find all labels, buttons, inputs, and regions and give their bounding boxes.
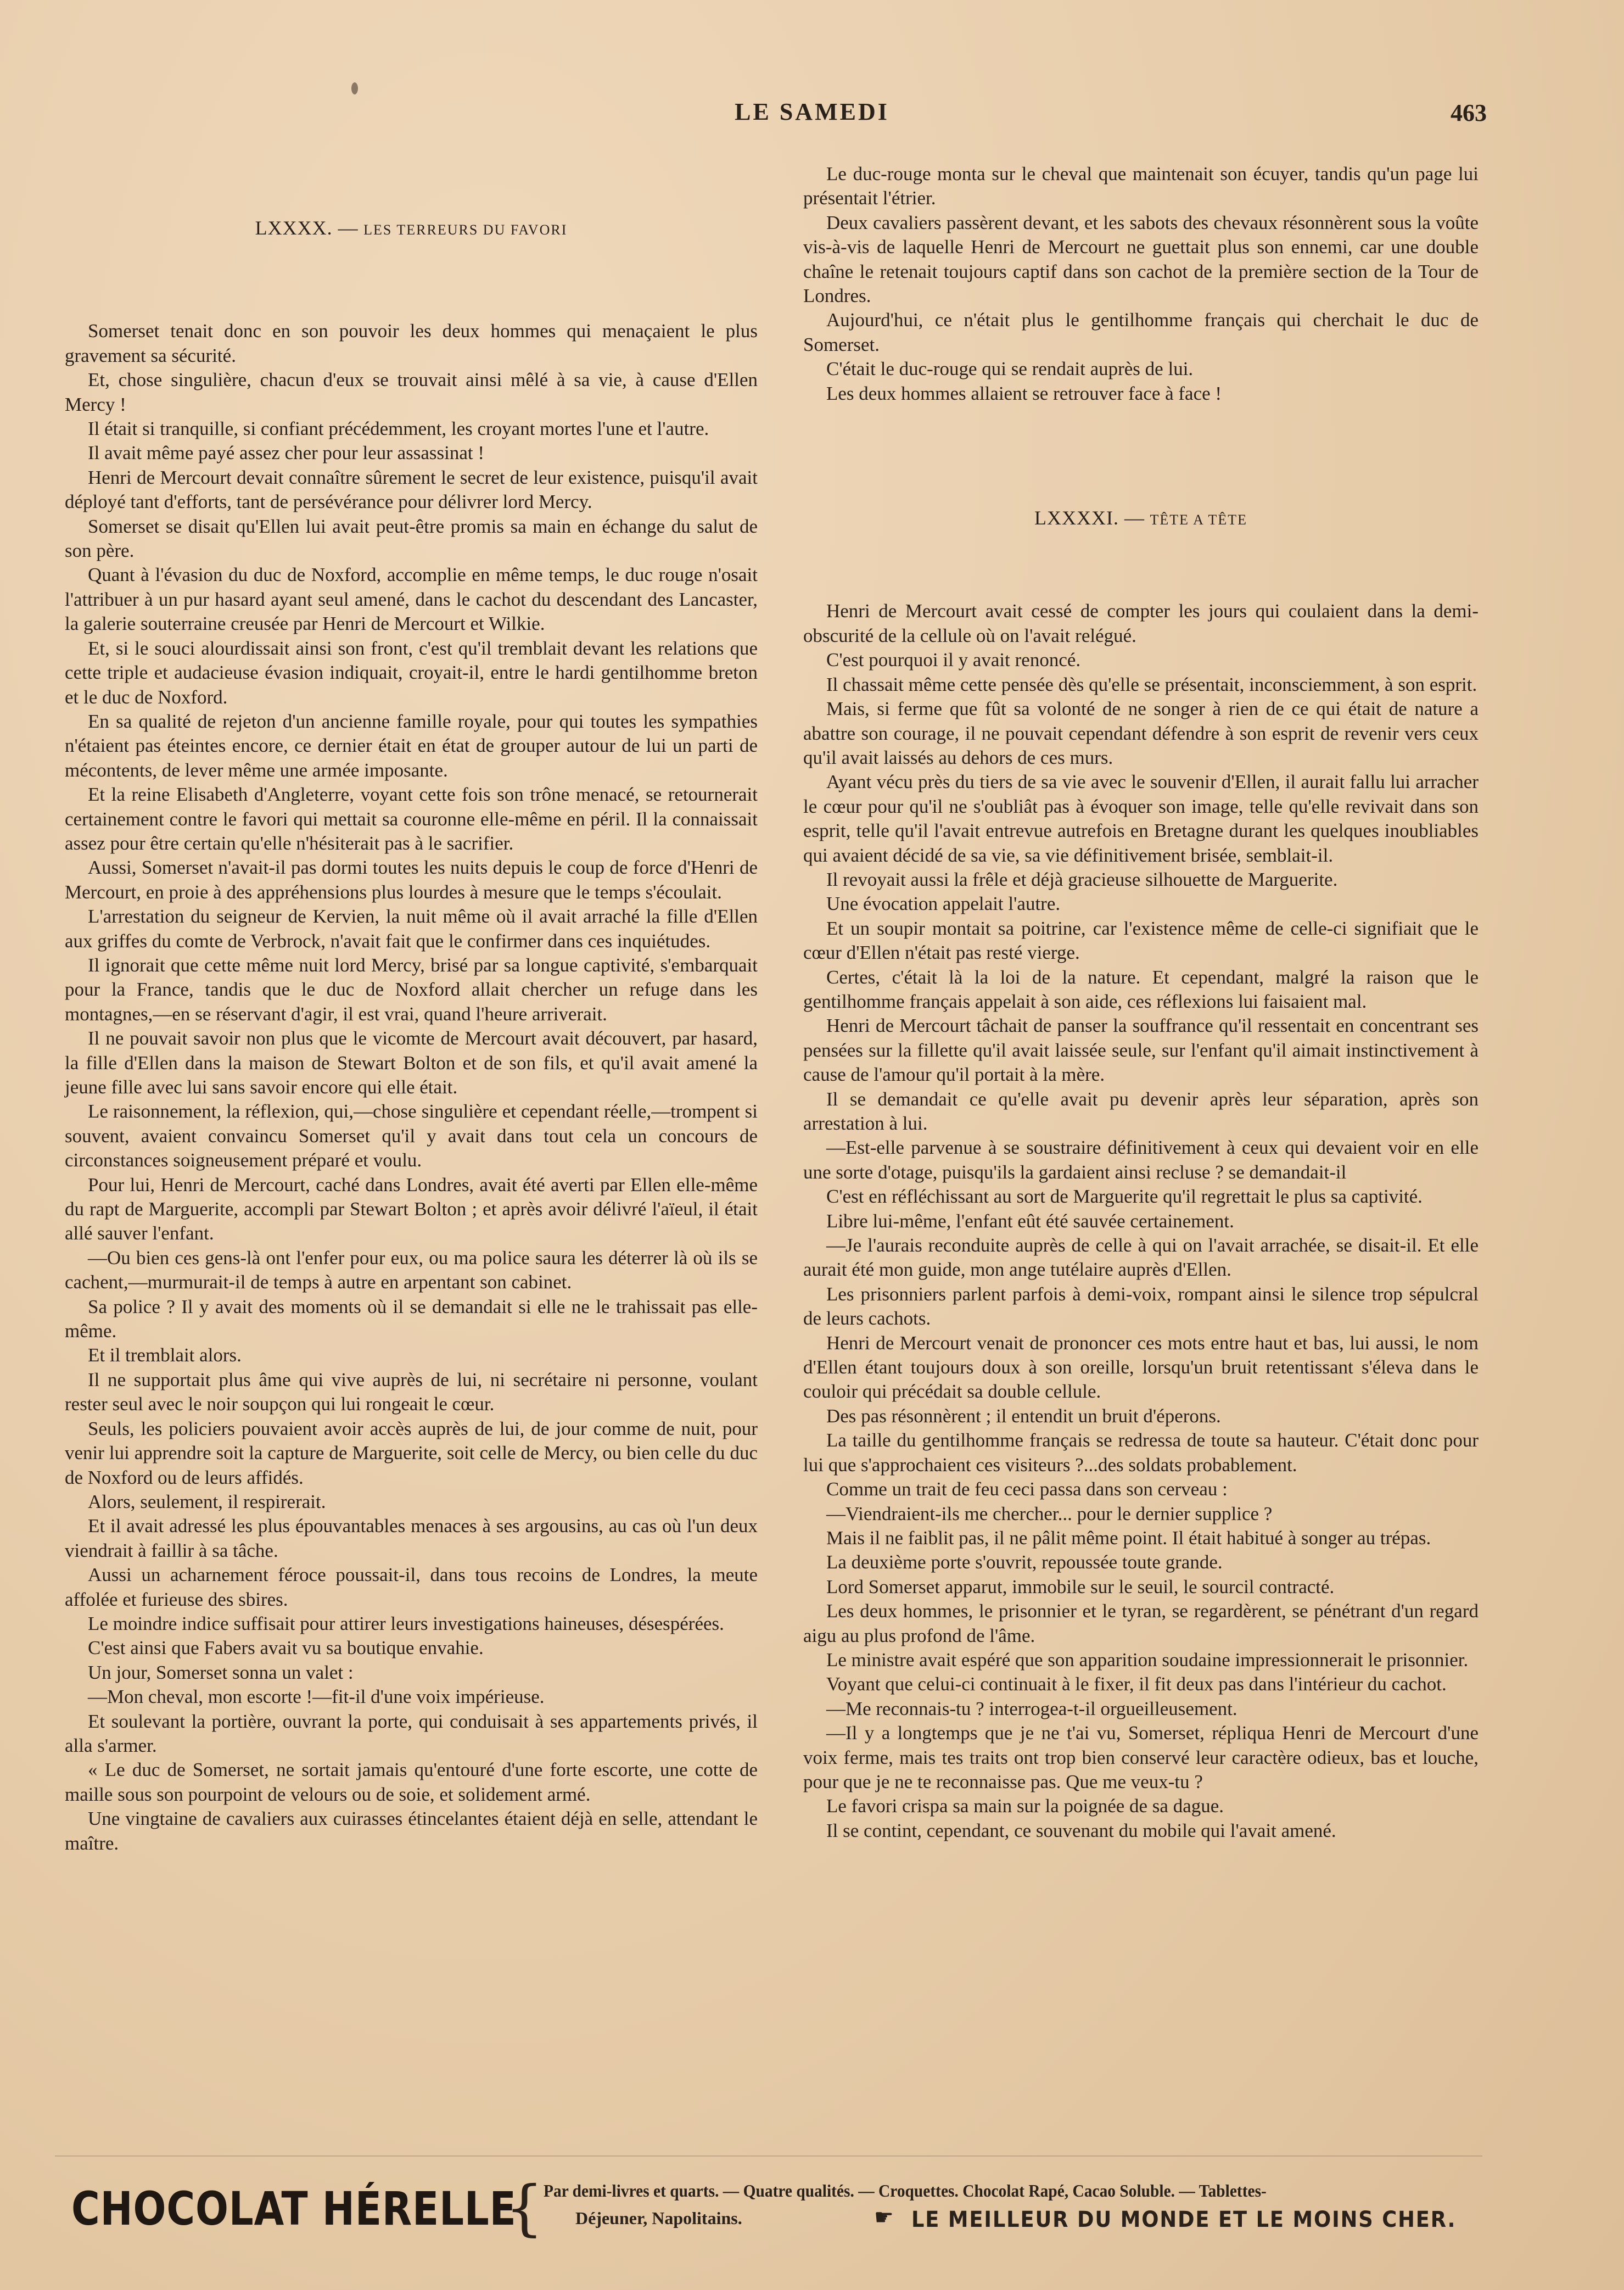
paragraph: Quant à l'évasion du duc de Noxford, accomplie en même temps, le duc rouge n'osait l'attribuer à un pur hasard ayant seul amené, dans le cachot du descendant des Lancaster, la galerie souterraine creusée par Henri de Mercourt et Wilkie.: [65, 564, 758, 635]
paragraph: « Le duc de Somerset, ne sortait jamais qu'entouré d'une forte escorte, une cotte de maille sous son pourpoint de velours ou de soie, et solidement armé.: [65, 1759, 758, 1805]
paragraph: La taille du gentilhomme français se redressa de toute sa hauteur. C'était donc pour lui que s'approchaient ces visiteurs ?...des soldats probablement.: [803, 1429, 1479, 1476]
paragraph: Il ne pouvait savoir non plus que le vicomte de Mercourt avait découvert, par hasard, la fille d'Ellen dans la maison de Stewart Bolton et de son fils, et qu'il avait amené la jeune fille avec lui sans savoir encore qui elle était.: [65, 1027, 758, 1098]
paragraph: Somerset tenait donc en son pouvoir les deux hommes qui menaçaient le plus gravement sa sécurité.: [65, 320, 758, 366]
paragraph: C'est ainsi que Fabers avait vu sa boutique envahie.: [88, 1637, 484, 1659]
ad-product-line-2: Déjeuner, Napolitains.: [575, 2208, 742, 2228]
paragraph: Sa police ? Il y avait des moments où il se demandait si elle ne le trahissait pas elle-même.: [65, 1295, 758, 1342]
paragraph: —Mon cheval, mon escorte !—fit-il d'une voix impérieuse.: [88, 1686, 545, 1708]
paragraph: Et il avait adressé les plus épouvantables menaces à ses argousins, au cas où l'un deux viendrait à faillir à sa tâche.: [65, 1515, 758, 1561]
paragraph: Il se contint, cependant, ce souvenant du mobile qui l'avait amené.: [826, 1819, 1336, 1841]
right-column-text-bottom: [803, 599, 1479, 1843]
ad-brand: CHOCOLAT HÉRELLE: [71, 2182, 517, 2236]
paragraph: Il se demandait ce qu'elle avait pu devenir après leur séparation, après son arrestation à lui.: [803, 1088, 1479, 1134]
paragraph: Des pas résonnèrent ; il entendit un bruit d'éperons.: [826, 1405, 1221, 1427]
paragraph: Et la reine Elisabeth d'Angleterre, voyant cette fois son trône menacé, se retournerait certainement contre le favori qui mettait sa couronne elle-même en péril. Il la connaissait assez pour être certain qu'elle n'hésiterait pas à le sacrifier.: [65, 784, 758, 854]
paragraph: Une vingtaine de cavaliers aux cuirasses étincelantes étaient déjà en selle, attendant le maître.: [65, 1808, 758, 1854]
right-column: [803, 162, 1479, 1843]
ad-product-line: Par demi-livres et quarts. — Quatre qualités. — Croquettes. Chocolat Rapé, Cacao Soluble. — Tablettes-: [544, 2181, 1267, 2200]
paragraph: Et soulevant la portière, ouvrant la porte, qui conduisait à ses appartements privés, il alla s'armer.: [65, 1710, 758, 1756]
paragraph: —Ou bien ces gens-là ont l'enfer pour eux, ou ma police saura les déterrer là où ils se cachent,—murmurait-il de temps à autre en arpentant son cabinet.: [65, 1247, 758, 1293]
pointing-hand-icon: ☛: [874, 2205, 894, 2230]
paragraph: Il était si tranquille, si confiant précédemment, les croyant mortes l'une et l'autre.: [88, 418, 709, 440]
paragraph: Et il tremblait alors.: [88, 1344, 242, 1366]
paragraph: Il ignorait que cette même nuit lord Mercy, brisé par sa longue captivité, s'embarquait pour la France, tandis que le duc de Noxford allait chercher un refuge dans les montagnes,—en se réservant d'agir, il est vrai, quand l'heure arriverait.: [65, 954, 758, 1025]
paragraph: Il avait même payé assez cher pour leur assassinat !: [88, 442, 485, 464]
paragraph: La deuxième porte s'ouvrit, repoussée toute grande.: [826, 1551, 1223, 1573]
paragraph: C'est pourquoi il y avait renoncé.: [826, 649, 1081, 671]
paragraph: Certes, c'était là la loi de la nature. Et cependant, malgré la raison que le gentilhomme français appelait à son aide, ces réflexions lui faisaient mal.: [803, 966, 1479, 1012]
paragraph: Henri de Mercourt avait cessé de compter les jours qui coulaient dans la demi-obscurité de la cellule où on l'avait relégué.: [803, 600, 1479, 646]
paragraph: Deux cavaliers passèrent devant, et les sabots des chevaux résonnèrent sous la voûte vis-à-vis de laquelle Henri de Mercourt ne guettait plus son ennemi, car une double chaîne le retenait toujours captif dans son cachot de la première section de la Tour de Londres.: [803, 211, 1479, 307]
paragraph: —Est-elle parvenue à se soustraire définitivement à ceux qui devaient voir en elle une sorte d'otage, puisqu'ils la gardaient ainsi recluse ? se demandait-il: [803, 1137, 1479, 1183]
paragraph: Et un soupir montait sa poitrine, car l'existence même de celle-ci signifiait que le cœur d'Ellen n'était pas resté vierge.: [803, 917, 1479, 964]
paragraph: —Je l'aurais reconduite auprès de celle à qui on l'avait arrachée, se disait-il. Et elle aurait été mon guide, mon ange tutélaire auprès d'Ellen.: [803, 1235, 1479, 1281]
paragraph: Une évocation appelait l'autre.: [826, 893, 1061, 915]
paragraph: Pour lui, Henri de Mercourt, caché dans Londres, avait été averti par Ellen elle-même du rapt de Marguerite, accompli par Stewart Bolton ; et après avoir délivré l'aïeul, il était allé sauver l'enfant.: [65, 1174, 758, 1244]
left-column: [65, 162, 758, 1856]
paragraph: Comme un trait de feu ceci passa dans son cerveau :: [826, 1478, 1228, 1500]
paragraph: Le ministre avait espéré que son apparition soudaine impressionnerait le prisonnier.: [826, 1649, 1469, 1671]
paragraph: C'était le duc-rouge qui se rendait auprès de lui.: [826, 358, 1194, 380]
paragraph: Henri de Mercourt tâchait de panser la souffrance qu'il ressentait en concentrant ses pensées sur la fillette qu'il avait laissée seule, sur l'enfant qu'il aimait instinctivement à cause de l'amour qu'il portait à la mère.: [803, 1015, 1479, 1086]
page-number: 463: [1451, 99, 1487, 126]
running-title: LE SAMEDI: [735, 98, 889, 125]
paragraph: Mais, si ferme que fût sa volonté de ne songer à rien de ce qui était de nature a abattre son courage, il ne pouvait cependant défendre à son esprit de revenir vers ceux qu'il avait laissés au dehors de ces murs.: [803, 698, 1479, 768]
chocolat-herelle-advertisement: [71, 2172, 1499, 2249]
chapter-number: LXXXX. —: [255, 217, 359, 239]
paragraph: Le favori crispa sa main sur la poignée de sa dague.: [826, 1795, 1224, 1817]
paragraph: Voyant que celui-ci continuait à le fixer, il fit deux pas dans l'intérieur du cachot.: [826, 1673, 1447, 1695]
paragraph: —Me reconnais-tu ? interrogea-t-il orgueilleusement.: [826, 1697, 1237, 1719]
paragraph: Henri de Mercourt venait de prononcer ces mots entre haut et bas, lui aussi, le nom d'Ellen étant toujours doux à son oreille, lorsqu'un bruit retentissant s'éleva dans le couloir qui précédait sa double cellule.: [803, 1332, 1479, 1403]
paragraph: —Viendraient-ils me chercher... pour le dernier supplice ?: [826, 1503, 1273, 1524]
paragraph: Aujourd'hui, ce n'était plus le gentilhomme français qui cherchait le duc de Somerset.: [803, 309, 1479, 355]
right-column-text-top: [803, 162, 1479, 406]
paragraph: Mais il ne faiblit pas, il ne pâlit même point. Il était habitué à songer au trépas.: [826, 1527, 1431, 1549]
left-column-text: [65, 319, 758, 1856]
brace-icon: {: [505, 2172, 544, 2243]
paragraph: Et, chose singulière, chacun d'eux se trouvait ainsi mêlé à sa vie, à cause d'Ellen Mercy !: [65, 369, 758, 415]
paragraph: Ayant vécu près du tiers de sa vie avec le souvenir d'Ellen, il aurait fallu lui arracher le cœur pour qu'il ne s'oubliât pas à évoquer son image, telle qu'elle revivait dans son esprit, telle qu'il l'avait entrevue autrefois en Bretagne durant les quelques inoubliables qui avaient décidé de sa vie, sa vie définitivement brisée, semblait-il.: [803, 771, 1479, 866]
paragraph: Et, si le souci alourdissait ainsi son front, c'est qu'il tremblait devant les relations que cette triple et audacieuse évasion indiquait, croyait-il, entre le hardi gentilhomme breton et le duc de Noxford.: [65, 637, 758, 708]
paragraph: Il ne supportait plus âme qui vive auprès de lui, ni secrétaire ni personne, voulant rester seul avec le noir soupçon qui lui rongeait le cœur.: [65, 1369, 758, 1415]
chapter-title: TÊTE A TÊTE: [1150, 512, 1247, 528]
paragraph: Aussi, Somerset n'avait-il pas dormi toutes les nuits depuis le coup de force d'Henri de Mercourt, en proie à des appréhensions plus lourdes à mesure que le temps s'écoulait.: [65, 857, 758, 903]
paragraph: Les deux hommes allaient se retrouver face à face !: [826, 382, 1222, 404]
paragraph: Le duc-rouge monta sur le cheval que maintenait son écuyer, tandis qu'un page lui présentait l'étrier.: [803, 163, 1479, 209]
paragraph: Somerset se disait qu'Ellen lui avait peut-être promis sa main en échange du salut de son père.: [65, 515, 758, 562]
paragraph: Les deux hommes, le prisonnier et le tyran, se regardèrent, se pénétrant d'un regard aigu au plus profond de l'âme.: [803, 1600, 1479, 1646]
paragraph: Le moindre indice suffisait pour attirer leurs investigations haineuses, désespérées.: [88, 1612, 724, 1634]
chapter-number: LXXXXI. —: [1034, 507, 1145, 529]
paragraph: Alors, seulement, il respirerait.: [88, 1490, 326, 1512]
paragraph: C'est en réfléchissant au sort de Marguerite qu'il regrettait le plus sa captivité.: [826, 1186, 1423, 1208]
paragraph: Seuls, les policiers pouvaient avoir accès auprès de lui, de jour comme de nuit, pour venir lui apprendre soit la capture de Marguerite, soit celle de Mercy, ou bien celle du duc de Noxford ou de leurs affidés.: [65, 1417, 758, 1488]
chapter-heading-lxxxx: [65, 216, 758, 242]
footer-rule: [55, 2155, 1482, 2157]
paragraph: Le raisonnement, la réflexion, qui,—chose singulière et cependant réelle,—trompent si souvent, avaient convaincu Somerset qu'il y avait dans tout cela un concours de circonstances soigneusement préparé et voulu.: [65, 1101, 758, 1171]
paragraph: L'arrestation du seigneur de Kervien, la nuit même où il avait arraché la fille d'Ellen aux griffes du comte de Verbrock, n'avait fait que le confirmer dans ces inquiétudes.: [65, 906, 758, 952]
paragraph: Il revoyait aussi la frêle et déjà gracieuse silhouette de Marguerite.: [826, 868, 1338, 890]
paragraph: Les prisonniers parlent parfois à demi-voix, rompant ainsi le silence trop sépulcral de leurs cachots.: [803, 1283, 1479, 1330]
paragraph: Il chassait même cette pensée dès qu'elle se présentait, inconsciemment, à son esprit.: [826, 673, 1477, 695]
paragraph: Aussi un acharnement féroce poussait-il, dans tous recoins de Londres, la meute affolée et furieuse des sbires.: [65, 1564, 758, 1610]
chapter-heading-lxxxxi: [803, 506, 1479, 532]
paragraph: —Il y a longtemps que je ne t'ai vu, Somerset, répliqua Henri de Mercourt d'une voix ferme, mais tes traits ont trop bien conservé leur caractère odieux, bas et louche, pour que je ne te reconnaisse pas. Que me veux-tu ?: [803, 1722, 1479, 1792]
ad-slogan: LE MEILLEUR DU MONDE ET LE MOINS CHER.: [911, 2207, 1457, 2232]
chapter-title: LES TERREURS DU FAVORI: [363, 222, 568, 238]
paragraph: Libre lui-même, l'enfant eût été sauvée certainement.: [826, 1210, 1234, 1232]
paragraph: En sa qualité de rejeton d'un ancienne famille royale, pour qui toutes les sympathies n'étaient pas éteintes encore, ce dernier était en état de grouper autour de lui un parti de mécontents, de lever même une armée imposante.: [65, 710, 758, 781]
ink-spot: [351, 82, 358, 94]
paragraph: Henri de Mercourt devait connaître sûrement le secret de leur existence, puisqu'il avait déployé tant d'efforts, tant de persévérance pour délivrer lord Mercy.: [65, 466, 758, 513]
paragraph: Lord Somerset apparut, immobile sur le seuil, le sourcil contracté.: [826, 1576, 1335, 1598]
paragraph: Un jour, Somerset sonna un valet :: [88, 1661, 354, 1683]
